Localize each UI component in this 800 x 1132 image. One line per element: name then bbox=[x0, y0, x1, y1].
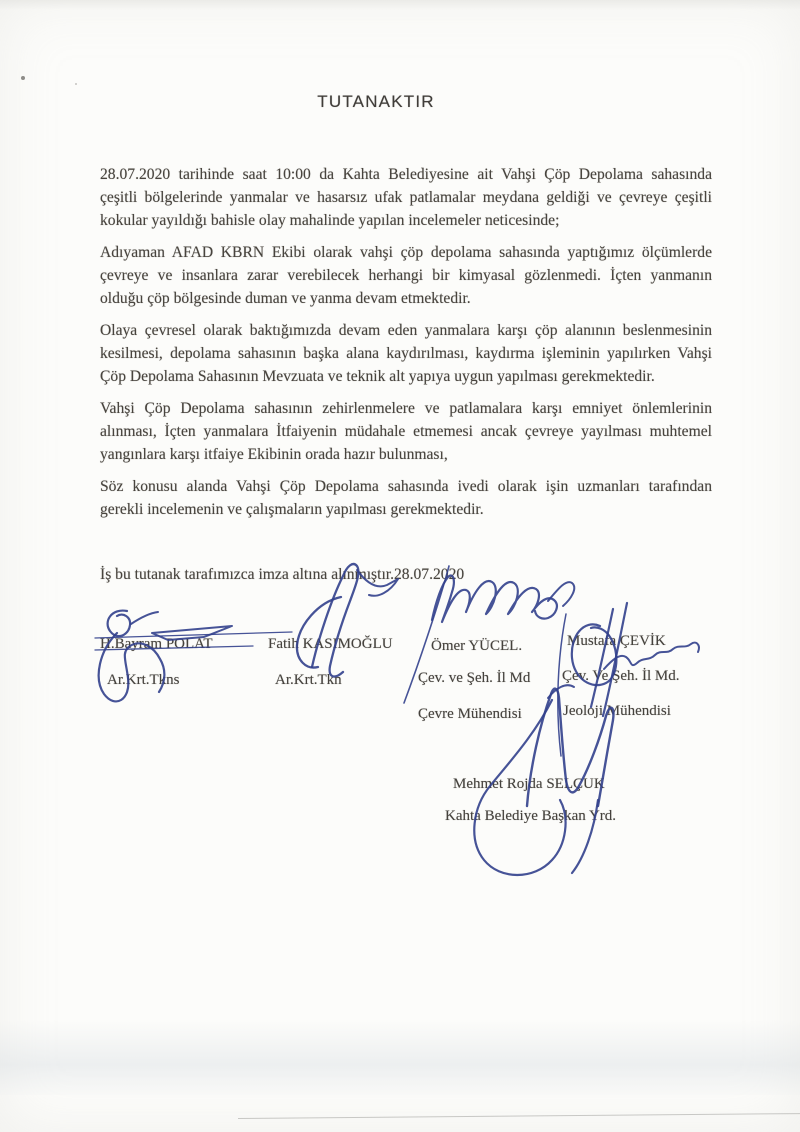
paragraph-line: alınması, İçten yanmalara İtfaiyenin müdahale etmemesi ancak çevreye yayılması muhtemel bbox=[100, 423, 712, 440]
paragraph bbox=[100, 241, 712, 310]
paragraph-line: olduğu çöp bölgesinde duman ve yanma devam etmektedir. bbox=[100, 290, 471, 307]
paragraph-line: çeşitli bölgelerinde yanmalar ve hasarsız ufak patlamalar meydana geldiği ve çevreye çeşitli bbox=[100, 189, 712, 206]
scan-speck bbox=[75, 83, 77, 85]
paragraph bbox=[100, 163, 712, 232]
paragraph-line: kesilmesi, depolama sahasının başka alana kaydırılması, kaydırma işleminin yapılırken Vahşi bbox=[100, 345, 712, 362]
signatory-name: Ömer YÜCEL. bbox=[431, 638, 523, 654]
paragraph bbox=[100, 397, 712, 466]
paragraph bbox=[100, 475, 712, 521]
paragraph-line: Olaya çevresel olarak baktığımızda devam eden yanmalara karşı çöp alanının beslenmesinin bbox=[100, 322, 712, 339]
scan-line-artifact bbox=[238, 1113, 800, 1119]
signatory-name: Fatih KASIMOĞLU bbox=[268, 636, 393, 652]
paragraph-line: Söz konusu alanda Vahşi Çöp Depolama sahasında ivedi olarak işin uzmanları tarafından bbox=[100, 478, 712, 495]
paragraph-line: çevreye ve insanlara zarar verebilecek herhangi bir kimyasal gözlenmedi. İçten yanmanın bbox=[100, 267, 712, 284]
signatory-name: Mustafa ÇEVİK bbox=[567, 633, 666, 649]
document-body bbox=[100, 163, 712, 530]
scan-smudge-top bbox=[0, 0, 800, 10]
signatory-title: Çev. ve Şeh. İl Md bbox=[418, 670, 531, 686]
scan-speck bbox=[21, 76, 25, 80]
document-title: TUTANAKTIR bbox=[317, 92, 435, 111]
signatory-title: Ar.Krt.Tkn bbox=[275, 672, 342, 688]
paragraph-line: Vahşi Çöp Depolama sahasının zehirlenmelere ve patlamalara karşı emniyet önlemlerinin bbox=[100, 400, 712, 417]
paragraph-line: Adıyaman AFAD KBRN Ekibi olarak vahşi çöp depolama sahasında yaptığımız ölçümlerde bbox=[100, 244, 712, 261]
signatory-title: Çevre Mühendisi bbox=[418, 706, 522, 722]
paragraph-line: Çöp Depolama Sahasının Mevzuata ve teknik alt yapıya uygun yapılması gerekmektedir. bbox=[100, 368, 655, 385]
paragraph-line: 28.07.2020 tarihinde saat 10:00 da Kahta Belediyesine ait Vahşi Çöp Depolama sahasında bbox=[100, 166, 712, 183]
paragraph-line: yangınlara karşı itfaiye Ekibinin orada hazır bulunması, bbox=[100, 446, 448, 463]
signatory-title: Ar.Krt.Tkns bbox=[107, 672, 180, 688]
paragraph-line: gerekli incelemenin ve çalışmaların yapılması gerekmektedir. bbox=[100, 501, 484, 518]
signatory-name: Mehmet Rojda SELÇUK bbox=[453, 776, 605, 792]
scan-shadow-band bbox=[0, 1020, 800, 1095]
paragraph-line: kokular yayıldığı bahisle olay mahalinde yapılan incelemeler neticesinde; bbox=[100, 212, 560, 229]
closing-line: İş bu tutanak tarafımızca imza altına alınmıştır.28.07.2020 bbox=[100, 566, 465, 583]
signatory-title: Kahta Belediye Başkan Yrd. bbox=[445, 808, 617, 824]
signatory-name: H.Bayram POLAT bbox=[100, 636, 213, 652]
paragraph bbox=[100, 319, 712, 388]
signatory-title: Çev. Ve Şeh. İl Md. bbox=[562, 668, 680, 684]
signatory-title: Jeoloji Mühendisi bbox=[563, 703, 671, 719]
